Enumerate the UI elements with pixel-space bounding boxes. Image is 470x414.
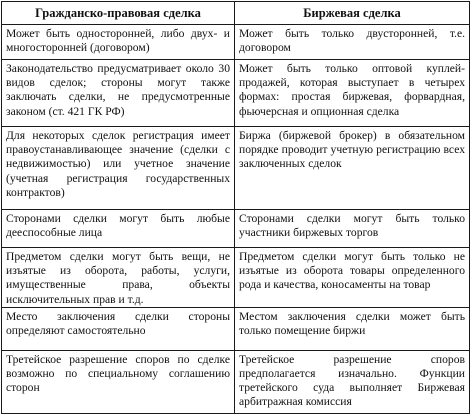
table-cell <box>2 60 235 127</box>
cell-text: Предметом сделки могут быть только не изъятые из оборота товары определенного рода и качества, коносаменты на товар <box>239 250 465 292</box>
cell-text: Местом заключения сделки может быть только помещение биржи <box>239 309 465 338</box>
cell-text: Место заключения сделки стороны определяют самостоятельно <box>6 309 230 338</box>
table-row <box>2 248 470 308</box>
table-cell <box>2 248 235 308</box>
table-cell <box>235 350 470 413</box>
cell-text: Может быть только оптовой куплей-продажей, которая выступает в четырех формах: простая биржевая, форвардная, фьючерсная и опционная сделка <box>239 62 465 118</box>
column-header-civil-transaction: Гражданско-правовая сделка <box>2 2 235 25</box>
table-cell <box>235 248 470 308</box>
cell-text: Для некоторых сделок регистрация имеет правоустанавливающее значение (сделки с недвижимостью) или учетное значение (учетная регистрация государственных контрактов) <box>6 129 230 199</box>
cell-text: Сторонами сделки могут быть только участники биржевых торгов <box>239 212 465 240</box>
table-row <box>2 307 470 350</box>
cell-text: Предметом сделки могут быть вещи, не изъятые из оборота, работы, услуги, имущественные права, объекты исключительных прав и т.д. <box>6 250 230 306</box>
cell-text: Может быть односторонней, либо двух- и многосторонней (договором) <box>6 27 230 55</box>
table-row <box>2 350 470 413</box>
cell-text: Сторонами сделки могут быть любые дееспособные лица <box>6 212 230 240</box>
cell-text: Третейское разрешение споров предполагается изначально. Функции третейского суда выполняет Биржевая арбитражная комиссия <box>239 352 465 409</box>
table-cell <box>2 25 235 60</box>
table-row <box>2 25 470 60</box>
cell-text: Может быть только двусторонней, т.е. договором <box>239 27 465 55</box>
table-cell <box>2 307 235 350</box>
table-cell <box>2 127 235 210</box>
table-header-row <box>2 2 470 25</box>
comparison-table <box>1 1 470 414</box>
table-cell <box>235 210 470 248</box>
cell-text: Биржа (биржевой брокер) в обязательном порядке проводит учетную регистрацию всех заключенных сделок <box>239 129 465 171</box>
cell-text: Третейское разрешение споров по сделке возможно по специальному соглашению сторон <box>6 352 230 395</box>
table-cell <box>2 350 235 413</box>
table-row <box>2 210 470 248</box>
table-cell <box>235 307 470 350</box>
table-cell <box>235 25 470 60</box>
cell-text: Законодательство предусматривает около 30 видов сделок; стороны могут также заключать сделки, не предусмотренные законом (ст. 421 ГК РФ) <box>6 62 230 118</box>
table-cell <box>235 127 470 210</box>
table-cell <box>2 210 235 248</box>
column-header-exchange-transaction: Биржевая сделка <box>235 2 470 25</box>
table-row <box>2 127 470 210</box>
table-row <box>2 60 470 127</box>
table-cell <box>235 60 470 127</box>
